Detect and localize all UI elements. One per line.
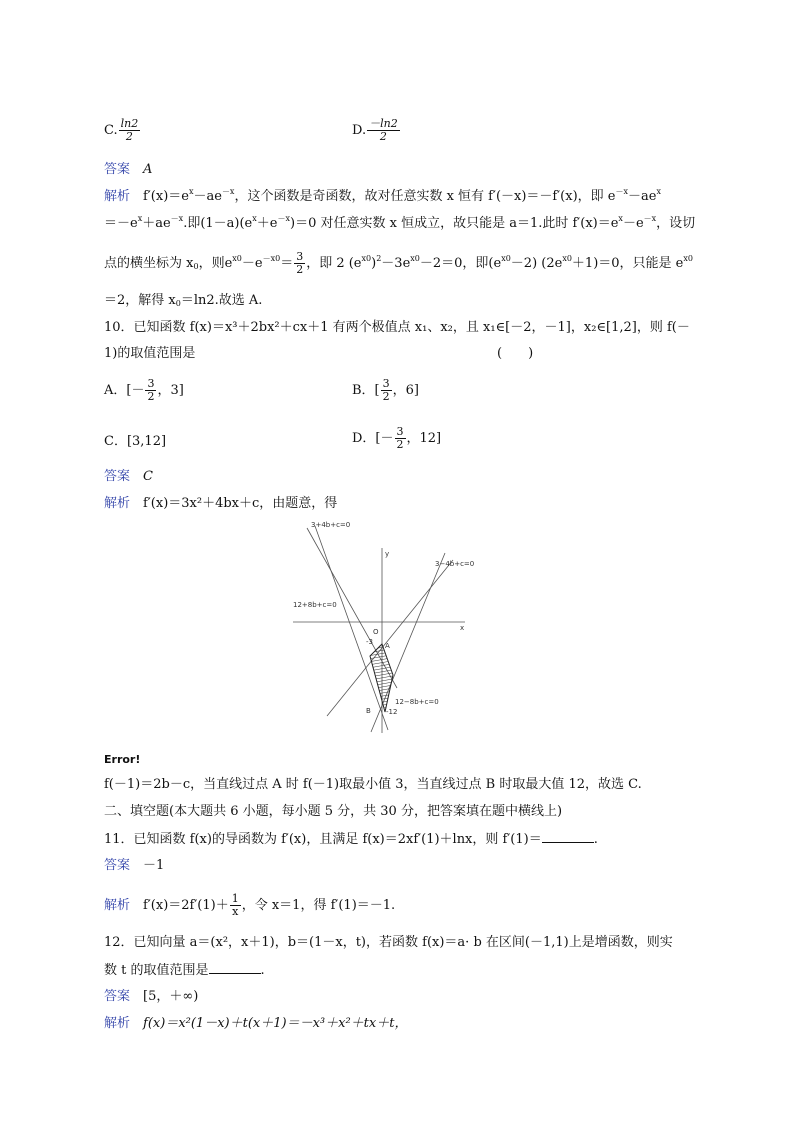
text: －2) (2e <box>510 256 563 271</box>
fraction <box>145 378 156 403</box>
label-12-8b+c: 12−8b+c=0 <box>395 698 439 706</box>
error-text: Error! <box>104 753 141 766</box>
text: . <box>260 963 265 978</box>
fraction-num: 3 <box>147 377 155 390</box>
fraction-den: 2 <box>382 390 390 403</box>
label-o: O <box>373 628 379 636</box>
text: ，则e <box>198 256 233 271</box>
text: －3e <box>381 256 411 271</box>
option-d <box>352 118 401 143</box>
fraction <box>395 426 406 451</box>
answer-value: A <box>143 162 153 177</box>
text: ，即 2 (e <box>306 256 362 271</box>
text: －2＝0，即(e <box>419 256 502 271</box>
q10-analysis-line <box>104 496 337 512</box>
fraction-num: －ln2 <box>369 117 398 130</box>
text: ＝－e <box>104 216 138 231</box>
option-tail: ，3] <box>157 383 184 398</box>
analysis-label: 解析 <box>104 1016 131 1031</box>
text: ，这个函数是奇函数，故对任意实数 x 恒有 f′(－x)＝－f′(x)，即 e <box>234 189 616 204</box>
text: f′(x)＝3x²＋4bx＋c，由题意，得 <box>143 496 338 511</box>
text: ＝2，解得 x <box>104 293 176 308</box>
feasible-region-graph <box>285 518 490 736</box>
answer-value: C <box>143 469 153 484</box>
q10-option-a <box>104 378 184 403</box>
q10-option-c: C．[3,12] <box>104 434 167 449</box>
shaded-region <box>370 644 393 712</box>
text: 数 t 的取值范围是 <box>104 963 209 978</box>
text: ＝ <box>280 256 294 271</box>
text: .即(1－a)(e <box>183 216 253 231</box>
q9-analysis-line-3: 点的横坐标为 $x_0$，则$e^{x0}-e^{-x0}=$ $\frac{3}{2}$ ，即 2 $(e^{x0})^2-3e^{x0}-2=0$，即$(e^{x0}-2)$ $(2e^{x0}+1)=0$，只能是 $e^{x0}$ <box>104 250 693 276</box>
q9-analysis-line-4: ＝2，解得 $x_0=\ln 2$.故选 A. <box>104 293 263 308</box>
text: f′(x)＝e <box>143 189 189 204</box>
q12-answer-line <box>104 989 198 1005</box>
answer-blank <box>542 831 594 843</box>
q10-option-b <box>352 378 419 403</box>
q11-answer-line <box>104 858 164 874</box>
option-tail: ，12] <box>406 431 442 446</box>
text: －e <box>622 216 644 231</box>
fraction <box>294 251 305 276</box>
label-3-4b+c: 3−4b+c=0 <box>435 560 475 568</box>
text: 11．已知函数 f(x)的导函数为 f′(x)，且满足 f(x)＝2xf′(1)＋lnx，则 f′(1)＝ <box>104 832 542 847</box>
text: ＝ln2.故选 A. <box>180 293 263 308</box>
text: －ae <box>193 189 222 204</box>
text: )＝0 对任意实数 x 恒成立，故只能是 a＝1.此时 f′(x)＝e <box>290 216 619 231</box>
analysis-label: 解析 <box>104 898 131 913</box>
q10-conclusion: f(－1)＝2b－c，当直线过点 A 时 f(－1)取最小值 3，当直线过点 B 时取最大值 12，故选 C. <box>104 777 642 792</box>
fraction <box>367 118 400 143</box>
fraction-den: x <box>232 905 239 918</box>
text: ＋ae <box>142 216 171 231</box>
text: f′(x)＝2f′(1)＋ <box>143 898 229 913</box>
label-b: B <box>366 707 371 715</box>
text: －ae <box>628 189 657 204</box>
q10-stem-1: 10．已知函数 f(x)＝x³＋2bx²＋cx＋1 有两个极值点 x₁、x₂，且 x₁∈[－2，－1]，x₂∈[1,2]，则 f(－ <box>104 320 690 335</box>
text: ，设切 <box>656 216 696 231</box>
q12-analysis-line <box>104 1016 407 1032</box>
fraction-den: 2 <box>147 390 155 403</box>
q10-stem-2: 1)的取值范围是 <box>104 346 196 361</box>
section-heading: 二、填空题(本大题共 6 小题，每小题 5 分，共 30 分，把答案填在题中横线上) <box>104 804 563 819</box>
option-label: A．[－ <box>104 383 145 398</box>
answer-blank <box>209 962 261 974</box>
fraction <box>381 378 392 403</box>
q10-paren: ( ) <box>497 346 534 361</box>
fraction-den: 2 <box>296 263 304 276</box>
fraction-num: 1 <box>231 892 239 905</box>
q10-option-d <box>352 426 441 451</box>
option-label: B．[ <box>352 383 380 398</box>
answer-label: 答案 <box>104 469 131 484</box>
fraction-num: 3 <box>396 425 404 438</box>
fraction-num: 3 <box>296 250 304 263</box>
q10-answer-line <box>104 469 153 485</box>
text: 点的横坐标为 x <box>104 256 194 271</box>
q11-stem <box>104 831 598 848</box>
text: －e <box>241 256 263 271</box>
text: ＋e <box>256 216 278 231</box>
answer-label: 答案 <box>104 858 131 873</box>
analysis-label: 解析 <box>104 496 131 511</box>
fraction <box>119 118 141 143</box>
option-label: C. <box>104 123 118 138</box>
fraction-num: 3 <box>382 377 390 390</box>
answer-label: 答案 <box>104 162 131 177</box>
q12-stem-2 <box>104 962 265 979</box>
fraction-den: 2 <box>125 130 133 143</box>
q12-stem-1: 12．已知向量 a＝(x²，x＋1)，b＝(1－x，t)，若函数 f(x)＝a· b 在区间(－1,1)上是增函数，则实 <box>104 935 673 950</box>
label-minus12: -12 <box>386 708 398 716</box>
q9-answer-line <box>104 162 152 178</box>
text: ) <box>371 256 377 271</box>
text: ，令 x＝1，得 f′(1)＝－1. <box>241 898 396 913</box>
text: f(x)＝x²(1－x)＋t(x＋1)＝－x³＋x²＋tx＋t， <box>143 1016 408 1031</box>
q9-analysis-line-1: 解析 $f'(x)=e^x-ae^{-x}$，这个函数是奇函数，故对任意实数 x 恒有 f′(－x)＝－f′(x)，即 $e^{-x}-ae^x$ <box>104 187 661 204</box>
option-label: D．[－ <box>352 431 394 446</box>
answer-value: [5，＋∞) <box>143 989 199 1004</box>
label-x: x <box>460 624 465 632</box>
fraction-num: ln2 <box>120 117 139 130</box>
option-label: D. <box>352 123 367 138</box>
line-12-8b+c <box>327 560 453 716</box>
label-y: y <box>385 550 390 558</box>
label-minus3: -3 <box>366 638 373 646</box>
option-tail: ，6] <box>392 383 419 398</box>
q11-analysis-line <box>104 893 395 918</box>
q9-analysis-line-2: $=-e^x+ae^{-x}$.即$(1-a)(e^x+e^{-x})=0$ 对任意实数 x 恒成立，故只能是 a＝1.此时 $f'(x)=e^x-e^{-x}$，设切 <box>104 214 696 231</box>
label-a: A <box>385 642 390 650</box>
label-3+4b+c: 3+4b+c=0 <box>311 521 351 529</box>
label-12+8b+c: 12+8b+c=0 <box>293 601 337 609</box>
fraction-den: 2 <box>396 438 404 451</box>
text: . <box>593 832 598 847</box>
analysis-label: 解析 <box>104 189 131 204</box>
answer-value: －1 <box>143 858 165 873</box>
text: ＋1)＝0，只能是 e <box>571 256 684 271</box>
fraction-den: 2 <box>379 130 387 143</box>
fraction <box>230 893 241 918</box>
answer-label: 答案 <box>104 989 131 1004</box>
option-c <box>104 118 141 143</box>
